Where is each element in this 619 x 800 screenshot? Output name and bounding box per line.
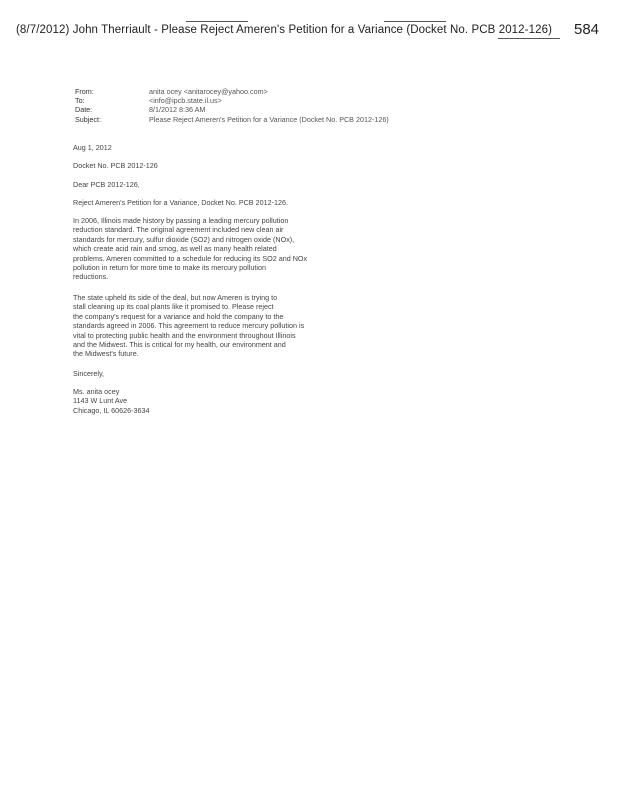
header-rule [186,21,248,22]
paragraph-line: the company's request for a variance and hold the company to the [73,311,284,321]
paragraph-line: which create acid rain and smog, as well as many health related [73,244,277,254]
paragraph-line: and the Midwest. This is critical for my health, our environment and [73,340,286,350]
paragraph-line: reductions. [73,272,109,282]
paragraph-line: standards for mercury, sulfur dioxide (SO2) and nitrogen oxide (NOx), [73,234,295,244]
signature-street: 1143 W Lunt Ave [73,396,128,406]
letter-salutation: Dear PCB 2012-126, [73,180,140,189]
paragraph-line: the Midwest's future. [73,349,139,359]
letter-reject-line: Reject Ameren's Petition for a Variance, Docket No. PCB 2012-126. [73,198,288,207]
date-value: 8/1/2012 8:36 AM [149,105,206,114]
letter-signature [73,387,149,415]
paragraph-line: stall cleaning up its coal plants like it promised to. Please reject [73,302,274,312]
from-value: anita ocey <anitarocey@yahoo.com> [149,87,268,96]
paragraph-line: pollution in return for more time to make its mercury pollution [73,263,266,273]
letter-paragraph-2 [73,293,304,359]
letter-closing: Sincerely, [73,369,105,378]
subject-label: Subject: [75,115,101,124]
letter-date: Aug 1, 2012 [73,143,112,152]
letter-paragraph-1 [73,216,307,282]
paragraph-line: standards agreed in 2006. This agreement to reduce mercury pollution is [73,321,305,331]
paragraph-line: The state upheld its side of the deal, but now Ameren is trying to [73,293,278,302]
from-label: From: [75,87,94,96]
page-number: 584 [574,21,600,38]
paragraph-line: vital to protecting public health and the environment throughout Illinois [73,330,296,340]
header-rule [384,21,446,22]
to-label: To: [75,96,85,105]
to-value: <info@ipcb.state.il.us> [149,96,222,105]
subject-value: Please Reject Ameren's Petition for a Variance (Docket No. PCB 2012-126) [149,115,389,124]
signature-city: Chicago, IL 60626-3634 [73,405,150,415]
header-rule [498,38,560,39]
paragraph-line: problems. Ameren committed to a schedule for reducing its SO2 and NOx [73,253,308,263]
paragraph-line: reduction standard. The original agreement included new clean air [73,225,284,235]
letter-docket: Docket No. PCB 2012-126 [73,161,158,170]
date-label: Date: [75,105,93,114]
paragraph-line: In 2006, Illinois made history by passing a leading mercury pollution [73,216,289,225]
signature-name: Ms. anita ocey [73,387,120,396]
page-header-title: (8/7/2012) John Therriault - Please Reject Ameren's Petition for a Variance (Docket No. PCB 2012-126) [16,24,553,36]
